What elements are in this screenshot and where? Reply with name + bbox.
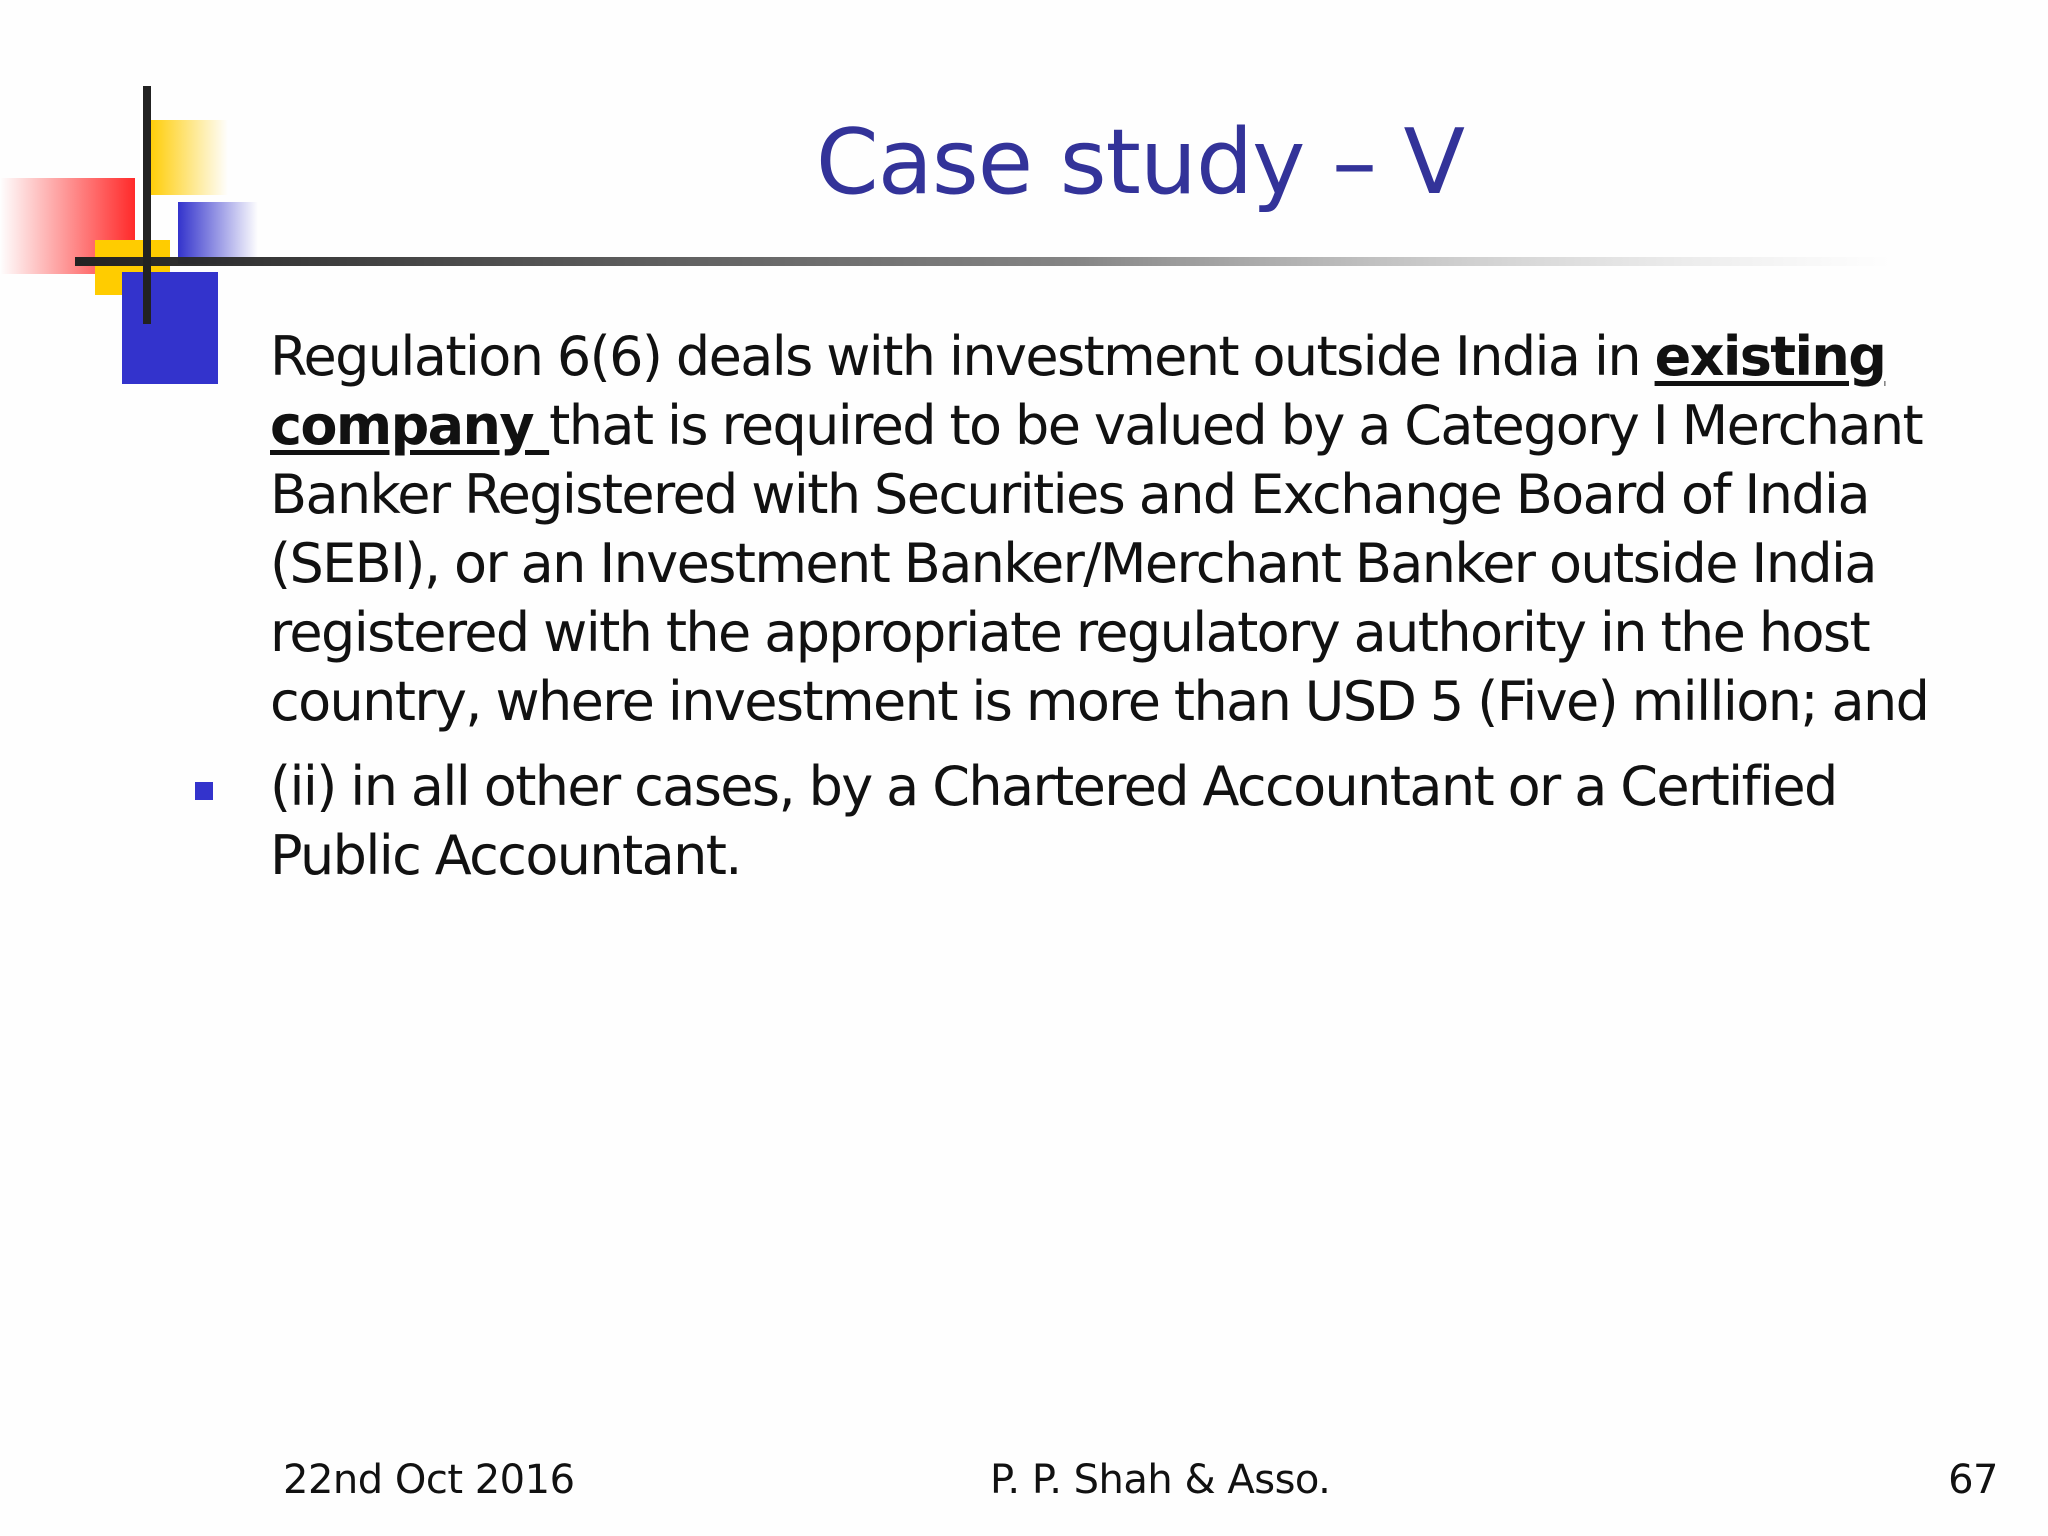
blue-gradient-block [178,202,258,264]
slide-title: Case study – V [815,110,1465,215]
emphasis-company: company [270,394,550,457]
blue-square [122,272,218,384]
paragraph-line [270,391,1970,460]
paragraph-line: Public Accountant. [270,824,741,887]
title-divider-line [75,257,1895,266]
paragraph-line: Banker Registered with Securities and Exchange Board of India [270,463,1869,526]
paragraph-other-cases [270,752,1970,890]
paragraph-line: (ii) in all other cases, by a Chartered Accountant or a Certified [270,755,1837,818]
footer-author: P. P. Shah & Asso. [990,1457,1331,1503]
paragraph-line: country, where investment is more than USD 5 (Five) million; and [270,670,1929,733]
paragraph-regulation [270,322,1970,736]
emphasis-existing: existing [1654,325,1886,388]
bullet-square-icon [195,782,213,800]
footer-page-number: 67 [1948,1457,1998,1503]
yellow-square-upper [148,120,228,195]
text-fragment: that is required to be valued by a Category I Merchant [549,394,1923,457]
paragraph-line: registered with the appropriate regulatory authority in the host [270,601,1870,664]
paragraph-line [270,322,1970,391]
text-fragment: Regulation 6(6) deals with investment outside India in [270,325,1655,388]
paragraph-line: (SEBI), or an Investment Banker/Merchant Banker outside India [270,532,1876,595]
vertical-bar [143,86,151,324]
footer-date: 22nd Oct 2016 [283,1457,575,1503]
